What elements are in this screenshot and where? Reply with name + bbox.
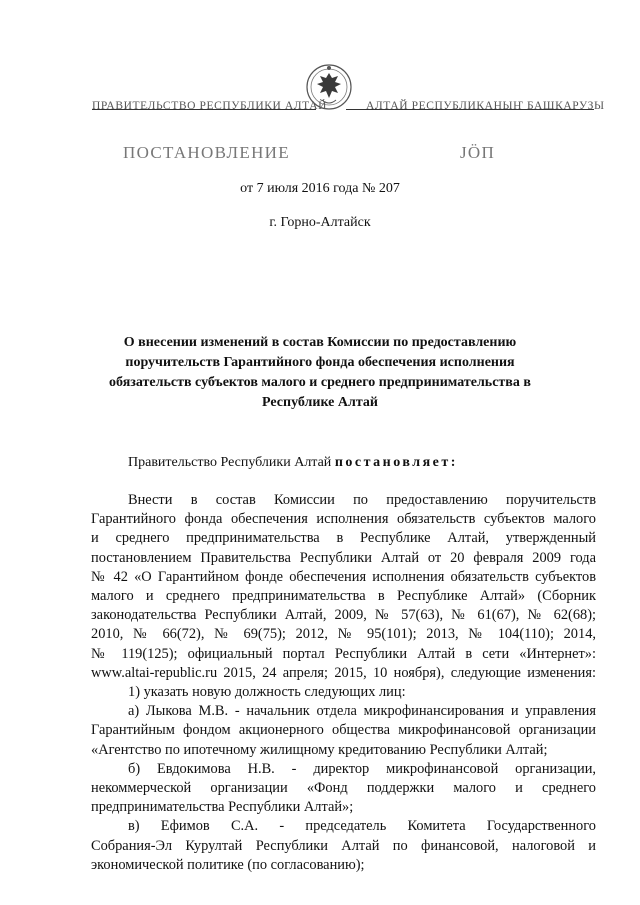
preamble-subject: Правительство Республики Алтай: [128, 455, 332, 470]
title-line: Республике Алтай: [262, 395, 378, 410]
title-line: обязательств субъектов малого и среднего предпринимательства в: [109, 375, 531, 390]
body-line: Гарантийным фондом акционерного общества микрофинансовой организации: [91, 722, 596, 739]
government-title-altai: АЛТАЙ РЕСПУБЛИКАНЫҤ БАШКАРУЗЫ: [366, 100, 605, 112]
body-line: законодательства Республики Алтай, 2009, № 57(63), № 61(67), № 62(68);: [91, 607, 596, 624]
body-line: № 42 «О Гарантийном фонде обеспечения исполнения обязательств субъектов: [91, 568, 596, 585]
body-line: малого и среднего предпринимательства в Республике Алтай» (Сборник: [91, 588, 596, 605]
body-line: Гарантийного фонда обеспечения исполнения обязательств субъектов малого: [91, 511, 596, 528]
preamble: [128, 455, 458, 471]
body-line: экономической политике (по согласованию);: [91, 856, 365, 873]
document-type-altai: ЈӦП: [460, 143, 496, 162]
header-divider-right: [346, 109, 594, 110]
body-line: № 119(125); официальный портал Республики Алтай в сети «Интернет»:: [91, 645, 596, 662]
body-line: а) Лыкова М.В. - начальник отдела микрофинансирования и управления: [128, 703, 596, 720]
body-line: 2010, № 66(72), № 69(75); 2012, № 95(101); 2013, № 104(110); 2014,: [91, 626, 596, 643]
document-title: [88, 333, 552, 413]
body-line: предпринимательства Республики Алтай»;: [91, 799, 354, 816]
title-line: О внесении изменений в состав Комиссии по предоставлению: [123, 335, 517, 350]
government-title-russian: ПРАВИТЕЛЬСТВО РЕСПУБЛИКИ АЛТАЙ: [92, 100, 328, 112]
body-line: «Агентство по ипотечному жилищному кредитованию Республики Алтай;: [91, 741, 548, 758]
body-line: постановлением Правительства Республики Алтай от 20 февраля 2009 года: [91, 549, 596, 566]
body-line: и среднего предпринимательства в Республике Алтай, утвержденный: [91, 530, 596, 547]
body-line: Внести в состав Комиссии по предоставлению поручительств: [128, 492, 596, 508]
document-date-number: от 7 июля 2016 года № 207: [240, 181, 400, 196]
body-line: некоммерческой организации «Фонд поддержки малого и среднего: [91, 780, 596, 797]
body-line: б) Евдокимова Н.В. - директор микрофинансовой организации,: [128, 760, 596, 777]
preamble-verb: постановляет:: [334, 455, 458, 470]
title-line: поручительств Гарантийного фонда обеспечения исполнения: [125, 355, 515, 370]
body-line: в) Ефимов С.А. - председатель Комитета Государственного: [128, 818, 596, 835]
document-city: г. Горно-Алтайск: [269, 215, 371, 230]
document-body: [91, 491, 596, 875]
body-line: 1) указать новую должность следующих лиц:: [128, 684, 406, 701]
header-divider-left: [92, 109, 316, 110]
body-line: www.altai-republic.ru 2015, 24 апреля; 2015, 10 ноября), следующие изменения:: [91, 664, 596, 681]
body-line: Собрания-Эл Курултай Республики Алтай по финансовой, налоговой и: [91, 837, 596, 854]
document-type-russian: ПОСТАНОВЛЕНИЕ: [123, 143, 290, 162]
